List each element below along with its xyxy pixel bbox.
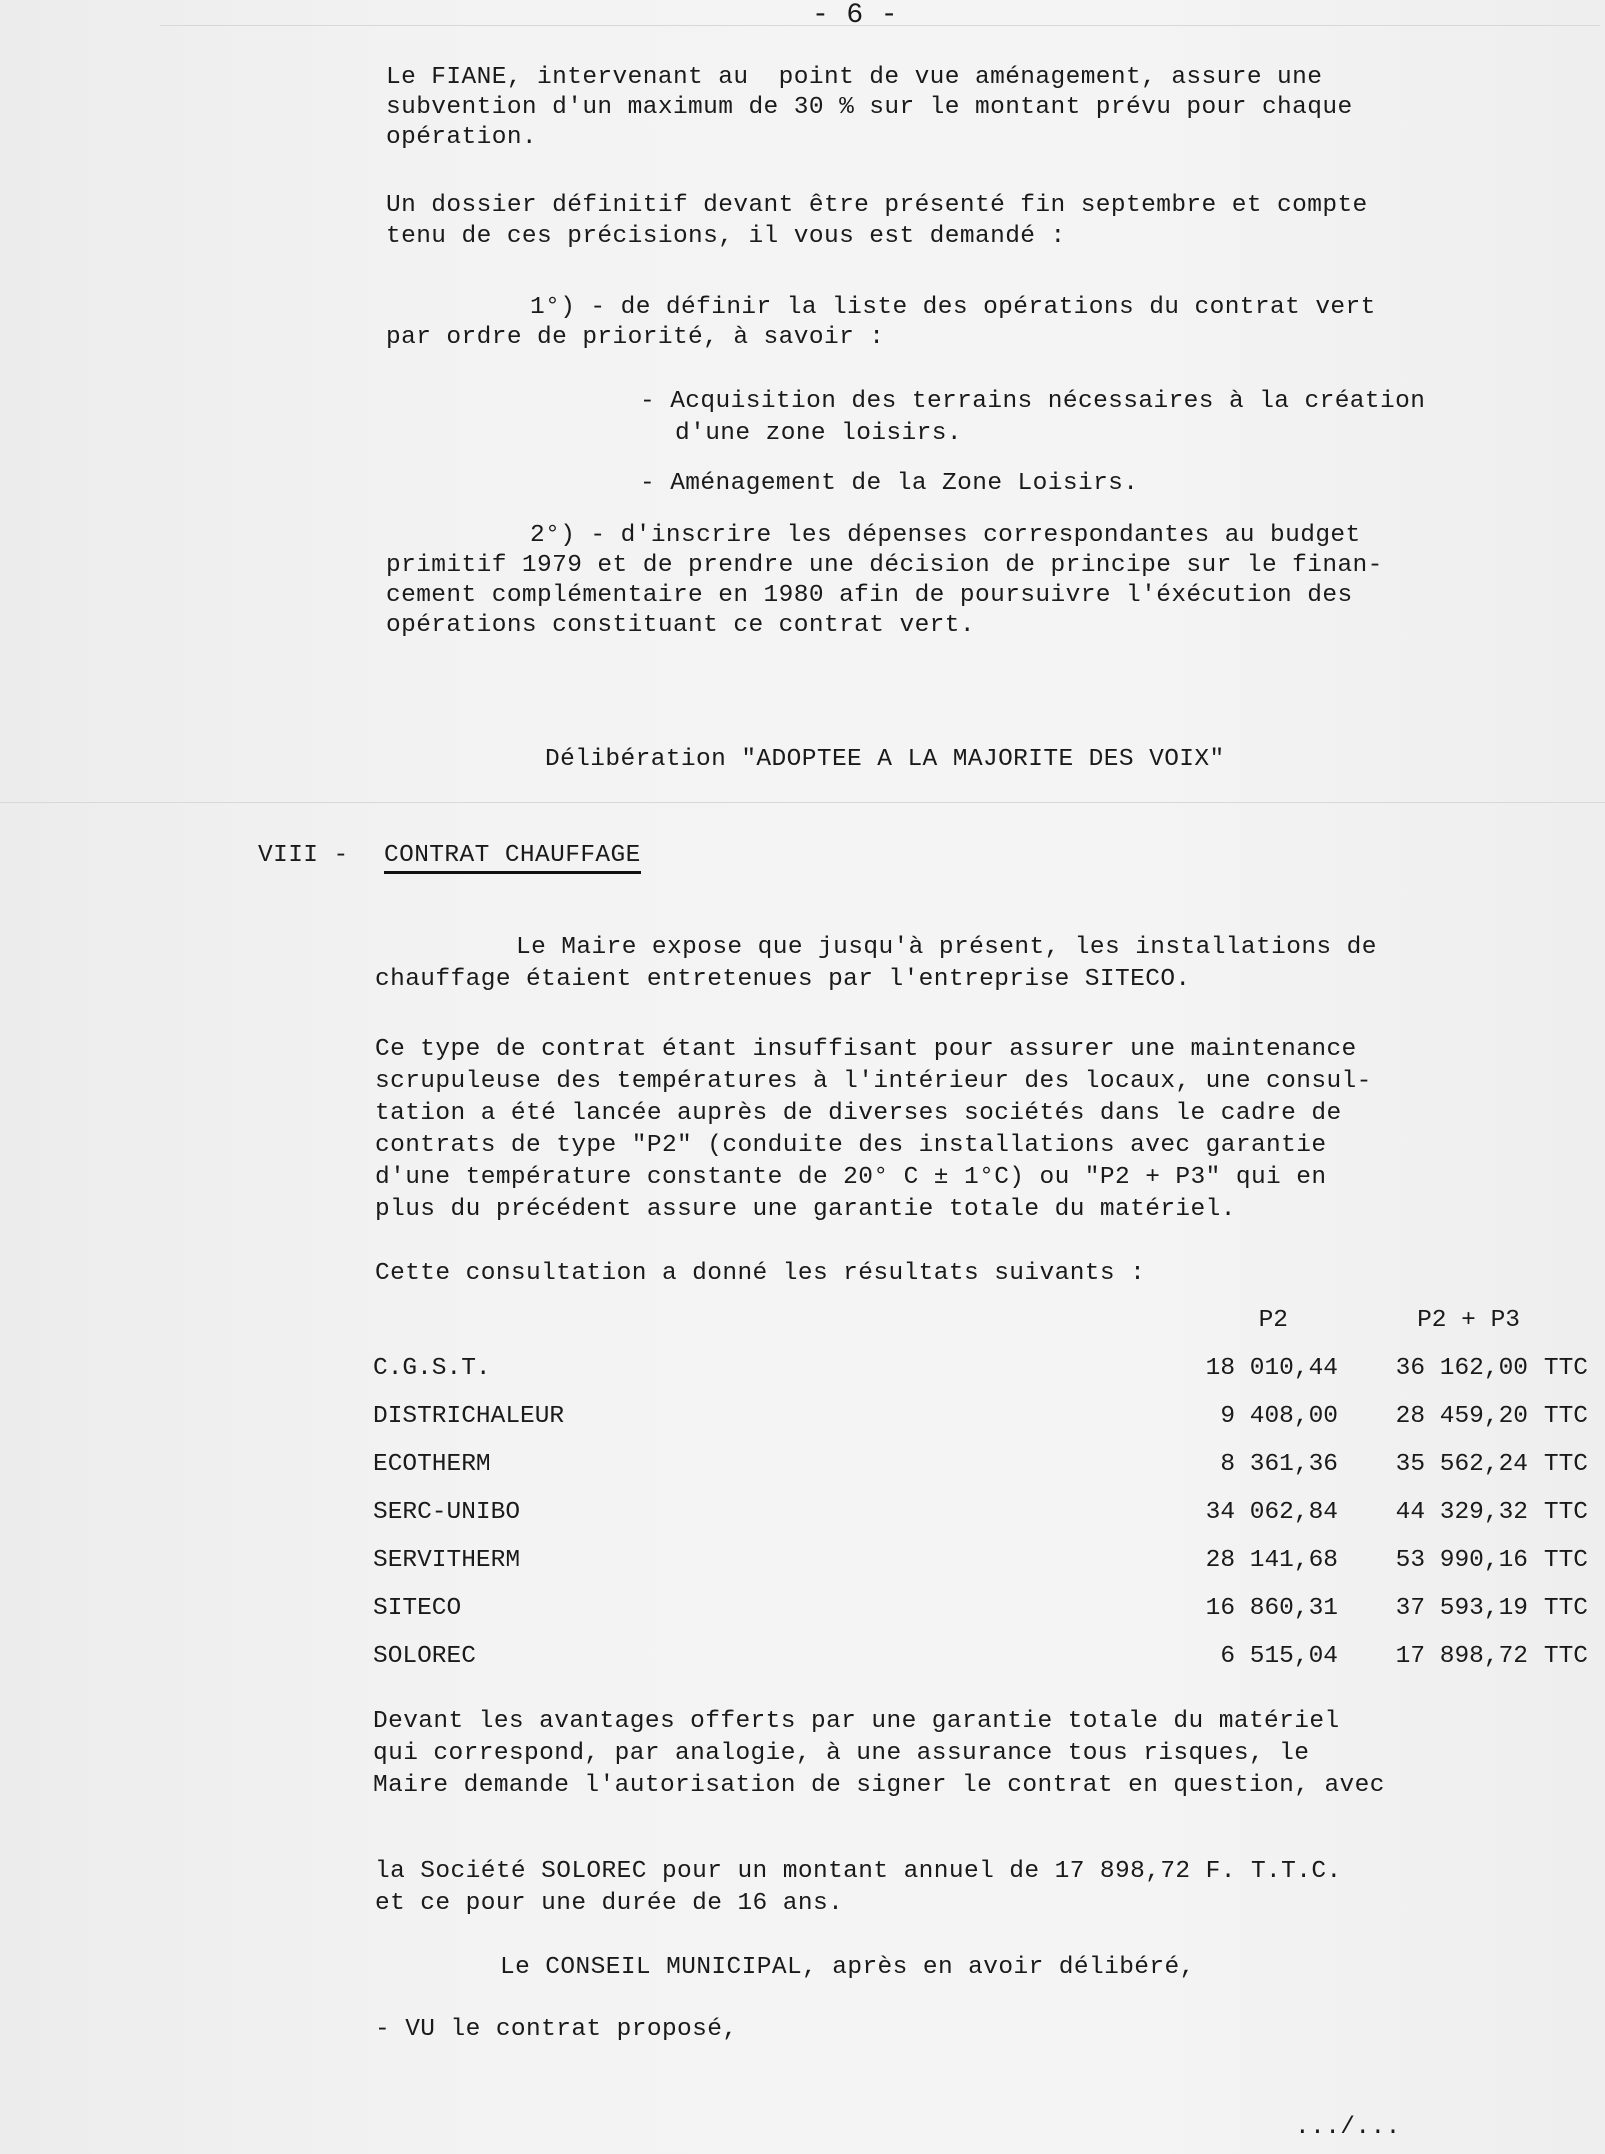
p2-p3-value: 28 459,20 bbox=[1395, 1403, 1528, 1430]
deliberation-result: Délibération "ADOPTEE A LA MAJORITE DES VOIX" bbox=[545, 746, 1225, 773]
company-name: DISTRICHALEUR bbox=[373, 1403, 565, 1430]
unit: TTC bbox=[1543, 1643, 1588, 1670]
unit: TTC bbox=[1543, 1499, 1588, 1526]
company-name: SERVITHERM bbox=[373, 1547, 521, 1574]
p2-value: 18 010,44 bbox=[1205, 1355, 1338, 1382]
company-name: SERC-UNIBO bbox=[373, 1499, 521, 1526]
point2-line: 2°) - d'inscrire les dépenses correspondantes au budget bbox=[530, 522, 1361, 549]
section-title bbox=[384, 840, 641, 872]
page-number: - 6 - bbox=[812, 0, 899, 31]
table-row bbox=[373, 1449, 1588, 1497]
p2-p3-value: 35 562,24 bbox=[1395, 1451, 1528, 1478]
para1-line: chauffage étaient entretenues par l'entreprise SITECO. bbox=[375, 966, 1191, 993]
p2-value: 8 361,36 bbox=[1220, 1451, 1338, 1478]
dossier-line: Un dossier définitif devant être présenté fin septembre et compte bbox=[386, 192, 1368, 219]
p2-value: 16 860,31 bbox=[1205, 1595, 1338, 1622]
table-row bbox=[373, 1641, 1588, 1689]
unit: TTC bbox=[1543, 1595, 1588, 1622]
unit: TTC bbox=[1543, 1355, 1588, 1382]
section-number: VIII - bbox=[258, 842, 349, 869]
conseil-line: Le CONSEIL MUNICIPAL, après en avoir délibéré, bbox=[500, 1954, 1195, 1981]
column-header-p2: P2 bbox=[1258, 1307, 1288, 1334]
point1-line: par ordre de priorité, à savoir : bbox=[386, 324, 885, 351]
para1-line: Le Maire expose que jusqu'à présent, les installations de bbox=[516, 934, 1377, 961]
intro-line: opération. bbox=[386, 124, 538, 151]
p2-p3-value: 53 990,16 bbox=[1395, 1547, 1528, 1574]
point1-line: 1°) - de définir la liste des opérations du contrat vert bbox=[530, 294, 1376, 321]
unit: TTC bbox=[1543, 1547, 1588, 1574]
para2-line: tation a été lancée auprès de diverses sociétés dans le cadre de bbox=[375, 1100, 1342, 1127]
column-header-p2-p3: P2 + P3 bbox=[1417, 1307, 1520, 1334]
company-name: SOLOREC bbox=[373, 1643, 476, 1670]
para2-line: plus du précédent assure une garantie totale du matériel. bbox=[375, 1196, 1236, 1223]
p2-p3-value: 17 898,72 bbox=[1395, 1643, 1528, 1670]
unit: TTC bbox=[1543, 1451, 1588, 1478]
p2-p3-value: 36 162,00 bbox=[1395, 1355, 1528, 1382]
vu-line: - VU le contrat proposé, bbox=[375, 2016, 738, 2043]
para2-line: Ce type de contrat étant insuffisant pour assurer une maintenance bbox=[375, 1036, 1357, 1063]
results-intro: Cette consultation a donné les résultats suivants : bbox=[375, 1260, 1146, 1287]
point1-item: - Acquisition des terrains nécessaires à la création bbox=[640, 388, 1426, 415]
point2-line: opérations constituant ce contrat vert. bbox=[386, 612, 975, 639]
p2-p3-value: 37 593,19 bbox=[1395, 1595, 1528, 1622]
table-row bbox=[373, 1353, 1588, 1401]
table-row bbox=[373, 1593, 1588, 1641]
scan-artifact-line bbox=[0, 802, 1605, 803]
company-name: C.G.S.T. bbox=[373, 1355, 491, 1382]
p2-p3-value: 44 329,32 bbox=[1395, 1499, 1528, 1526]
para2-line: scrupuleuse des températures à l'intérieur des locaux, une consul- bbox=[375, 1068, 1372, 1095]
point2-line: primitif 1979 et de prendre une décision de principe sur le finan- bbox=[386, 552, 1383, 579]
company-name: SITECO bbox=[373, 1595, 462, 1622]
table-header bbox=[373, 1305, 1588, 1353]
para2-line: d'une température constante de 20° C ± 1°C) ou "P2 + P3" qui en bbox=[375, 1164, 1327, 1191]
continued-marker: .../... bbox=[1295, 2114, 1401, 2141]
table-row bbox=[373, 1497, 1588, 1545]
p2-value: 9 408,00 bbox=[1220, 1403, 1338, 1430]
section-title-text: CONTRAT CHAUFFAGE bbox=[384, 842, 641, 874]
p2-value: 34 062,84 bbox=[1205, 1499, 1338, 1526]
para3-line: Devant les avantages offerts par une garantie totale du matériel bbox=[373, 1708, 1340, 1735]
dossier-line: tenu de ces précisions, il vous est demandé : bbox=[386, 223, 1066, 250]
table-row bbox=[373, 1545, 1588, 1593]
point2-line: cement complémentaire en 1980 afin de poursuivre l'éxécution des bbox=[386, 582, 1353, 609]
p2-value: 28 141,68 bbox=[1205, 1547, 1338, 1574]
p2-value: 6 515,04 bbox=[1220, 1643, 1338, 1670]
table-row bbox=[373, 1401, 1588, 1449]
company-name: ECOTHERM bbox=[373, 1451, 491, 1478]
para3-line: Maire demande l'autorisation de signer le contrat en question, avec bbox=[373, 1772, 1385, 1799]
point1-item: - Aménagement de la Zone Loisirs. bbox=[640, 470, 1139, 497]
para2-line: contrats de type "P2" (conduite des installations avec garantie bbox=[375, 1132, 1327, 1159]
para3-line: qui correspond, par analogie, à une assurance tous risques, le bbox=[373, 1740, 1310, 1767]
point1-item: d'une zone loisirs. bbox=[675, 420, 962, 447]
para4-line: la Société SOLOREC pour un montant annuel de 17 898,72 F. T.T.C. bbox=[375, 1858, 1342, 1885]
intro-line: subvention d'un maximum de 30 % sur le montant prévu pour chaque bbox=[386, 94, 1353, 121]
results-table bbox=[373, 1305, 1588, 1689]
unit: TTC bbox=[1543, 1403, 1588, 1430]
para4-line: et ce pour une durée de 16 ans. bbox=[375, 1890, 844, 1917]
intro-line: Le FIANE, intervenant au point de vue aménagement, assure une bbox=[386, 64, 1323, 91]
